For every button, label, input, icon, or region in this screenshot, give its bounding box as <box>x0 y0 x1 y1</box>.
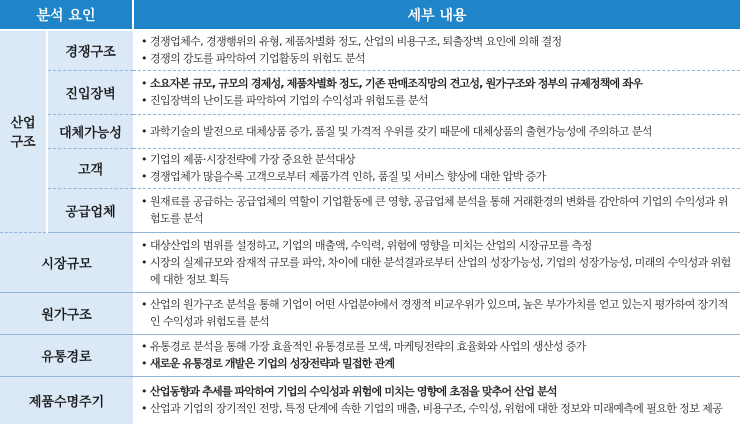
factor-details <box>133 148 740 188</box>
factor-name: 공급업체 <box>47 188 133 232</box>
factor-details <box>133 30 740 70</box>
industry-structure-label <box>0 30 47 232</box>
factor-name: 대체가능성 <box>47 114 133 148</box>
detail-bullet: • 기업의 제품·시장전략에 가장 중요한 분석대상 <box>141 151 736 168</box>
table-row <box>0 70 740 114</box>
detail-bullet: • 경쟁업체가 많을수록 고객으로부터 제품가격 인하, 품질 및 서비스 향상에 대한 압박 증가 <box>141 168 736 185</box>
factor-name: 시장규모 <box>0 232 133 292</box>
detail-bullet: • 새로운 유통경로 개발은 기업의 성장전략과 밀접한 관계 <box>141 355 736 372</box>
table-row <box>0 334 740 376</box>
table-row <box>0 114 740 148</box>
factor-name: 제품수명주기 <box>0 376 133 424</box>
factor-details <box>133 70 740 114</box>
industry-structure-label-line1: 산업 <box>10 116 36 132</box>
factor-name: 진입장벽 <box>47 70 133 114</box>
detail-bullet: • 진입장벽의 난이도를 파악하여 기업의 수익성과 위험도를 분석 <box>141 92 736 109</box>
detail-bullet: • 경쟁의 강도를 파악하여 기업활동의 위험도 분석 <box>141 50 736 67</box>
factor-details <box>133 292 740 334</box>
factor-name: 경쟁구조 <box>47 30 133 70</box>
factor-name: 원가구조 <box>0 292 133 334</box>
detail-bullet: • 산업동향과 추세를 파악하여 기업의 수익성과 위험에 미치는 영향에 초점을 맞추어 산업 분석 <box>141 383 736 400</box>
factor-details <box>133 114 740 148</box>
table-header-row <box>0 0 740 30</box>
table-row <box>0 148 740 188</box>
factor-details <box>133 376 740 424</box>
detail-bullet: • 원재료를 공급하는 공급업체의 역할이 기업활동에 큰 영향, 공급업체 분석을 통해 거래환경의 변화를 감안하여 기업의 수익성과 위험도를 분석 <box>141 193 736 227</box>
detail-bullet: • 유통경로 분석을 통해 가장 효율적인 유통경로를 모색, 마케팅전략의 효율화와 사업의 생산성 증가 <box>141 338 736 355</box>
detail-bullet: • 과학기술의 발전으로 대체상품 증가, 품질 및 가격적 우위를 갖기 때문에 대체상품의 출현가능성에 주의하고 분석 <box>141 123 736 140</box>
table-row <box>0 30 740 70</box>
table-row <box>0 376 740 424</box>
detail-bullet: • 산업의 원가구조 분석을 통해 기업이 어떤 사업분야에서 경쟁적 비교우위가 있으며, 높은 부가가치를 얻고 있는지 평가하여 장기적인 수익성과 위험도를 분석 <box>141 296 736 330</box>
header-details: 세부 내용 <box>133 0 740 30</box>
factor-details <box>133 232 740 292</box>
detail-bullet: • 산업과 기업의 장기적인 전망, 특정 단계에 속한 기업의 매출, 비용구조, 수익성, 위험에 대한 정보와 미래예측에 필요한 정보 제공 <box>141 400 736 417</box>
factor-details <box>133 334 740 376</box>
factor-name: 고객 <box>47 148 133 188</box>
industry-structure-label-line2: 구조 <box>10 135 36 151</box>
detail-bullet: • 소요자본 규모, 규모의 경제성, 제품차별화 정도, 기존 판매조직망의 견고성, 원가구조와 정부의 규제정책에 좌우 <box>141 75 736 92</box>
factor-details <box>133 188 740 232</box>
header-analysis-factor: 분석 요인 <box>0 0 133 30</box>
detail-bullet: • 경쟁업체수, 경쟁행위의 유형, 제품차별화 정도, 산업의 비용구조, 퇴출장벽 요인에 의해 결정 <box>141 33 736 50</box>
detail-bullet: • 시장의 실제규모와 잠재적 규모를 파악, 차이에 대한 분석결과로부터 산업의 성장가능성, 기업의 성장가능성, 미래의 수익성과 위험에 대한 정보 획득 <box>141 254 736 288</box>
table-row <box>0 292 740 334</box>
table-row <box>0 232 740 292</box>
table-row <box>0 188 740 232</box>
detail-bullet: • 대상산업의 범위를 설정하고, 기업의 매출액, 수익력, 위험에 영향을 미치는 산업의 시장규모를 측정 <box>141 237 736 254</box>
factor-name: 유통경로 <box>0 334 133 376</box>
